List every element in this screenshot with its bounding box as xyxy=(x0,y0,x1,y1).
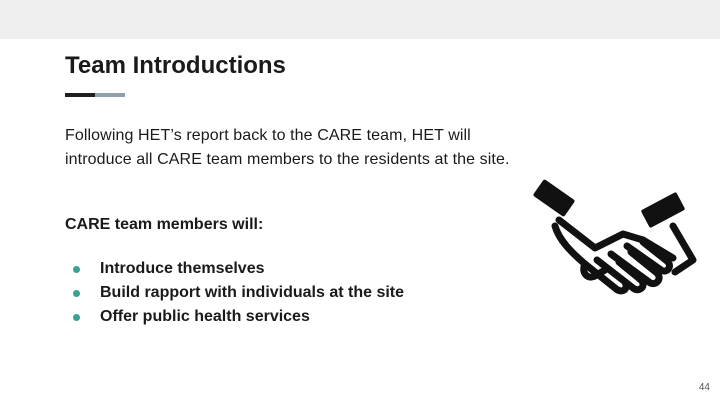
list-item-text: Offer public health services xyxy=(100,308,310,325)
bullet-dot-icon xyxy=(73,290,80,297)
accent-bar-light-segment xyxy=(95,93,125,97)
handshake-icon xyxy=(515,160,715,320)
title-accent-bar xyxy=(65,93,125,97)
list-item xyxy=(73,281,404,305)
list-item-text: Introduce themselves xyxy=(100,260,265,277)
list-item xyxy=(73,257,404,281)
list-item-text: Build rapport with individuals at the site xyxy=(100,284,405,301)
top-band xyxy=(0,0,720,39)
list-item xyxy=(73,305,404,329)
slide-title: Team Introductions xyxy=(65,52,286,79)
bullet-dot-icon xyxy=(73,314,80,321)
page-number: 44 xyxy=(698,382,710,393)
accent-bar-dark-segment xyxy=(65,93,95,97)
bullet-list xyxy=(73,257,404,329)
list-heading: CARE team members will: xyxy=(65,216,264,233)
intro-paragraph: Following HET’s report back to the CARE team, HET will introduce all CARE team members to the residents at the site. xyxy=(65,127,510,168)
bullet-dot-icon xyxy=(73,266,80,273)
